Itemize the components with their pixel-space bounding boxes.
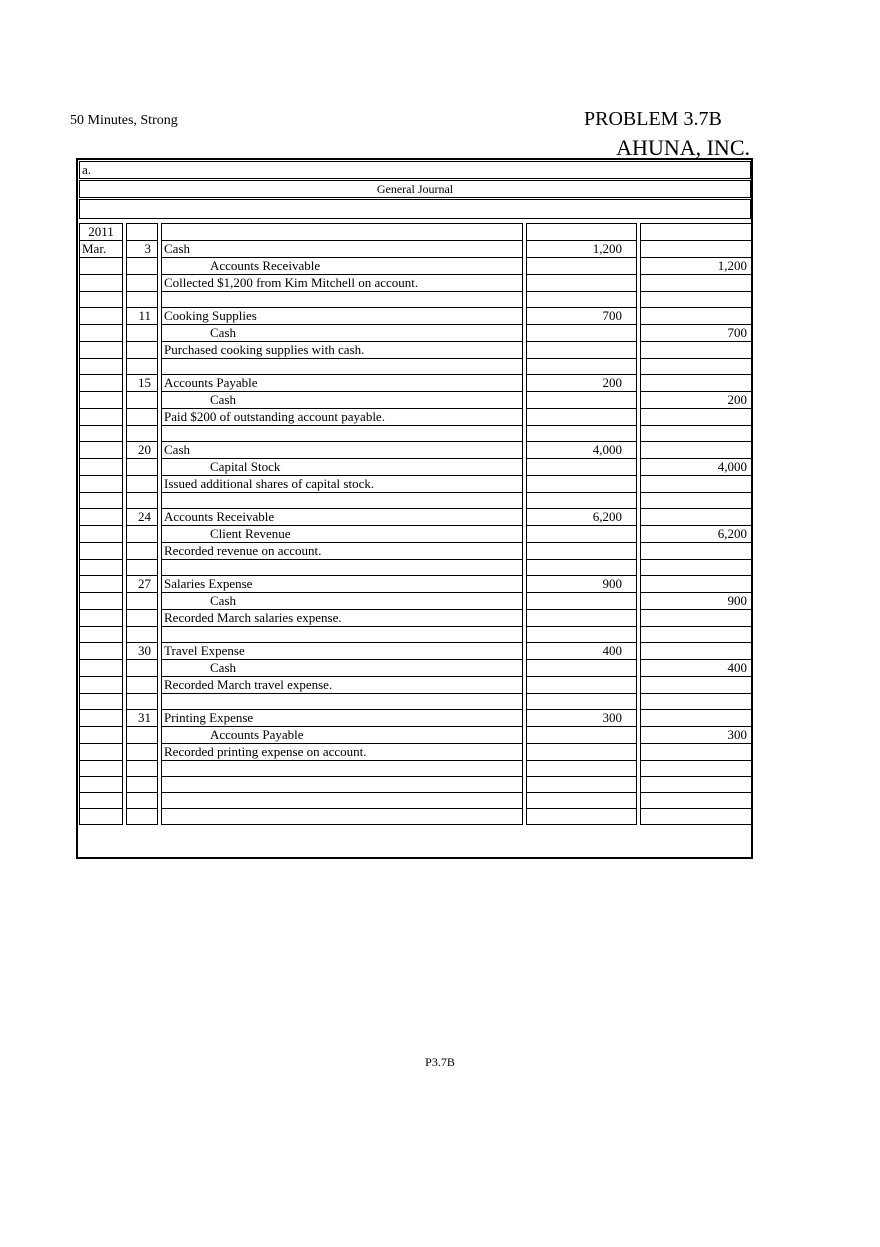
journal-blank-row <box>79 292 752 308</box>
journal-credit-row <box>79 526 752 543</box>
entry-day: 30 <box>126 643 158 660</box>
page-footer: P3.7B <box>425 1055 455 1069</box>
debit-amount: 4,000 <box>526 442 637 459</box>
entry-day: 31 <box>126 710 158 727</box>
entry-day: 27 <box>126 576 158 593</box>
entry-month: Mar. <box>79 241 123 258</box>
header-blank-row <box>79 199 751 219</box>
journal-debit-row <box>79 442 752 459</box>
journal-explanation-row <box>79 610 752 627</box>
time-difficulty-label: 50 Minutes, Strong <box>70 113 178 128</box>
journal-explanation-row <box>79 275 752 292</box>
debit-account: Salaries Expense <box>161 576 523 593</box>
debit-amount: 700 <box>526 308 637 325</box>
year-cell: 2011 <box>79 223 123 241</box>
credit-amount: 1,200 <box>640 258 752 275</box>
journal-explanation-row <box>79 744 752 761</box>
journal-empty-row <box>79 777 752 793</box>
entry-explanation: Paid $200 of outstanding account payable. <box>161 409 523 426</box>
journal-debit-row <box>79 643 752 660</box>
debit-account: Accounts Receivable <box>161 509 523 526</box>
entry-explanation: Collected $1,200 from Kim Mitchell on account. <box>161 275 523 292</box>
credit-amount: 400 <box>640 660 752 677</box>
credit-amount: 900 <box>640 593 752 610</box>
entry-explanation: Purchased cooking supplies with cash. <box>161 342 523 359</box>
company-name: AHUNA, INC. <box>616 135 750 160</box>
credit-account: Cash <box>161 660 523 677</box>
journal-explanation-row <box>79 342 752 359</box>
entry-month <box>79 442 123 459</box>
journal-debit-row <box>79 241 752 258</box>
credit-account: Cash <box>161 593 523 610</box>
debit-amount: 300 <box>526 710 637 727</box>
journal-debit-row <box>79 375 752 392</box>
entry-day: 20 <box>126 442 158 459</box>
entry-month <box>79 375 123 392</box>
journal-credit-row <box>79 325 752 342</box>
journal-debit-row <box>79 308 752 325</box>
journal-explanation-row <box>79 476 752 493</box>
credit-amount: 700 <box>640 325 752 342</box>
entry-explanation: Recorded revenue on account. <box>161 543 523 560</box>
entry-month <box>79 308 123 325</box>
debit-account: Travel Expense <box>161 643 523 660</box>
entry-explanation: Recorded printing expense on account. <box>161 744 523 761</box>
debit-account: Cooking Supplies <box>161 308 523 325</box>
journal-debit-row <box>79 710 752 727</box>
credit-account: Cash <box>161 392 523 409</box>
part-label: a. <box>79 161 751 179</box>
journal-empty-row <box>79 793 752 809</box>
credit-account: Capital Stock <box>161 459 523 476</box>
journal-credit-row <box>79 258 752 275</box>
credit-amount: 4,000 <box>640 459 752 476</box>
entry-month <box>79 509 123 526</box>
debit-amount: 200 <box>526 375 637 392</box>
journal-blank-row <box>79 761 752 777</box>
journal-blank-row <box>79 627 752 643</box>
journal-blank-row <box>79 694 752 710</box>
debit-account: Cash <box>161 241 523 258</box>
year-row <box>79 223 752 241</box>
problem-title: PROBLEM 3.7B <box>584 108 722 130</box>
journal-debit-row <box>79 576 752 593</box>
credit-amount: 6,200 <box>640 526 752 543</box>
debit-account: Printing Expense <box>161 710 523 727</box>
entry-day: 11 <box>126 308 158 325</box>
journal-blank-row <box>79 493 752 509</box>
journal-blank-row <box>79 560 752 576</box>
debit-account: Accounts Payable <box>161 375 523 392</box>
journal-credit-row <box>79 593 752 610</box>
entry-month <box>79 643 123 660</box>
journal-explanation-row <box>79 543 752 560</box>
debit-amount: 900 <box>526 576 637 593</box>
entry-explanation: Recorded March salaries expense. <box>161 610 523 627</box>
entry-explanation: Recorded March travel expense. <box>161 677 523 694</box>
entry-explanation: Issued additional shares of capital stock. <box>161 476 523 493</box>
credit-account: Accounts Payable <box>161 727 523 744</box>
credit-account: Client Revenue <box>161 526 523 543</box>
debit-account: Cash <box>161 442 523 459</box>
journal-title: General Journal <box>79 180 751 198</box>
journal-empty-row <box>79 809 752 825</box>
journal-debit-row <box>79 509 752 526</box>
credit-account: Cash <box>161 325 523 342</box>
entry-month <box>79 576 123 593</box>
credit-amount: 300 <box>640 727 752 744</box>
journal-blank-row <box>79 426 752 442</box>
journal-explanation-row <box>79 409 752 426</box>
debit-amount: 1,200 <box>526 241 637 258</box>
general-journal-table <box>76 223 755 825</box>
debit-amount: 400 <box>526 643 637 660</box>
entry-month <box>79 710 123 727</box>
entry-day: 3 <box>126 241 158 258</box>
journal-blank-row <box>79 359 752 375</box>
journal-credit-row <box>79 392 752 409</box>
journal-credit-row <box>79 459 752 476</box>
credit-amount: 200 <box>640 392 752 409</box>
journal-credit-row <box>79 727 752 744</box>
credit-account: Accounts Receivable <box>161 258 523 275</box>
debit-amount: 6,200 <box>526 509 637 526</box>
journal-explanation-row <box>79 677 752 694</box>
entry-day: 24 <box>126 509 158 526</box>
entry-day: 15 <box>126 375 158 392</box>
journal-credit-row <box>79 660 752 677</box>
